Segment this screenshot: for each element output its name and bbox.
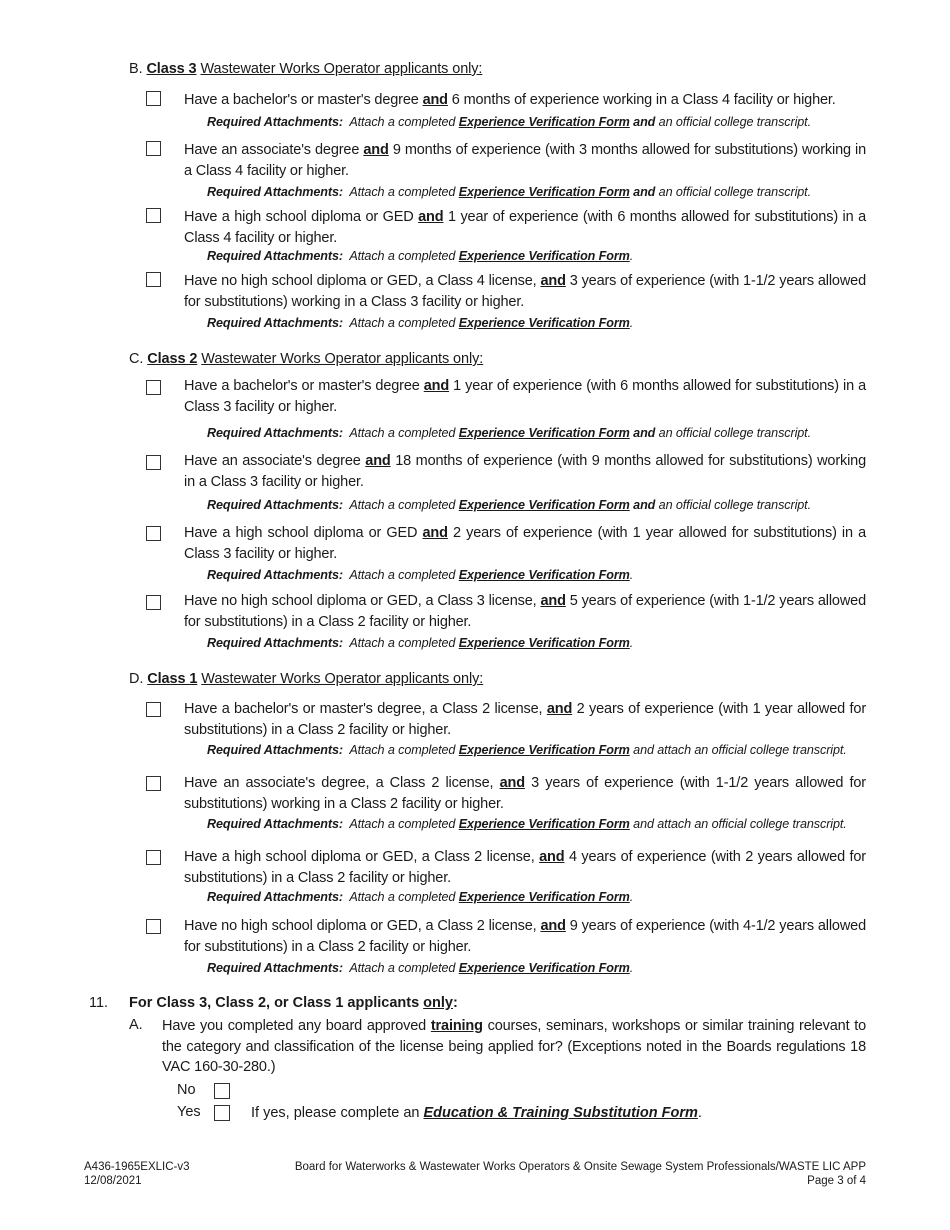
section-b-item-1-text: Have a bachelor's or master's degree and 6 months of experience working in a Class 4 facility or higher. xyxy=(184,92,836,108)
section-d-item-4-attachments: Required Attachments: Attach a completed Experience Verification Form. xyxy=(207,961,634,975)
section-d-suffix: Wastewater Works Operator applicants only: xyxy=(201,671,484,687)
section-c-prefix: C. xyxy=(129,351,144,367)
section-b-item-1-checkbox[interactable] xyxy=(146,91,161,106)
question-title: For Class 3, Class 2, or Class 1 applicants only: xyxy=(129,995,458,1011)
section-b-class: Class 3 xyxy=(146,61,197,77)
section-d-item-3-text: Have a high school diploma or GED, a Class 2 license, and 4 years of experience (with 2 years allowed for substitutions) in a Class 2 facility or higher. xyxy=(184,849,866,886)
section-b-item-4-text: Have no high school diploma or GED, a Class 4 license, and 3 years of experience (with 1-1/2 years allowed for substitutions) working in a Class 3 facility or higher. xyxy=(184,273,866,310)
section-c-item-4-attachments: Required Attachments: Attach a completed Experience Verification Form. xyxy=(207,636,634,650)
footer-left xyxy=(84,1160,189,1188)
section-d-item-2-checkbox[interactable] xyxy=(146,776,161,791)
option-yes-note: If yes, please complete an Education & Training Substitution Form. xyxy=(251,1105,702,1121)
section-c-item-1-checkbox[interactable] xyxy=(146,380,161,395)
section-c-item-4-checkbox[interactable] xyxy=(146,595,161,610)
section-c-item-4-text: Have no high school diploma or GED, a Class 3 license, and 5 years of experience (with 1-1/2 years allowed for substitutions) in a Class 2 facility or higher. xyxy=(184,593,866,630)
section-c-item-3-attachments: Required Attachments: Attach a completed Experience Verification Form. xyxy=(207,568,634,582)
question-sub-letter: A. xyxy=(129,1017,143,1033)
section-d-item-3-checkbox[interactable] xyxy=(146,850,161,865)
section-b-item-3-text: Have a high school diploma or GED and 1 year of experience (with 6 months allowed for substitutions) in a Class 4 facility or higher. xyxy=(184,209,866,246)
section-b-prefix: B. xyxy=(129,61,143,77)
section-d-item-1-attachments: Required Attachments: Attach a completed Experience Verification Form and attach an official college transcript. xyxy=(207,743,847,757)
section-c-item-2-text: Have an associate's degree and 18 months of experience (with 9 months allowed for substitutions) working in a Class 3 facility or higher. xyxy=(184,453,867,490)
footer-page: Page 3 of 4 xyxy=(807,1175,866,1187)
section-d-item-4-text: Have no high school diploma or GED, a Class 2 license, and 9 years of experience (with 4-1/2 years allowed for substitutions) in a Class 2 facility or higher. xyxy=(184,918,866,955)
section-d-heading xyxy=(129,671,483,687)
section-d-item-2-attachments: Required Attachments: Attach a completed Experience Verification Form and attach an official college transcript. xyxy=(207,817,847,831)
section-c-item-3-text: Have a high school diploma or GED and 2 years of experience (with 1 year allowed for substitutions) in a Class 3 facility or higher. xyxy=(184,525,866,562)
section-d-item-3-attachments: Required Attachments: Attach a completed Experience Verification Form. xyxy=(207,890,634,904)
section-b-item-3-checkbox[interactable] xyxy=(146,208,161,223)
section-b-heading xyxy=(129,61,482,77)
section-b-item-2-checkbox[interactable] xyxy=(146,141,161,156)
footer-right xyxy=(295,1160,866,1188)
section-c-item-2-checkbox[interactable] xyxy=(146,455,161,470)
footer-board: Board for Waterworks & Wastewater Works Operators & Onsite Sewage System Professionals/WASTE LIC APP xyxy=(294,1161,866,1173)
section-c-item-1-attachments: Required Attachments: Attach a completed Experience Verification Form and an official college transcript. xyxy=(207,426,811,440)
section-b-item-3-attachments: Required Attachments: Attach a completed Experience Verification Form. xyxy=(207,249,634,263)
section-c-heading xyxy=(129,351,483,367)
section-c-suffix: Wastewater Works Operator applicants only: xyxy=(201,351,484,367)
section-b-item-1-attachments: Required Attachments: Attach a completed Experience Verification Form and an official college transcript. xyxy=(207,115,811,129)
question-number: 11. xyxy=(89,995,109,1011)
option-no-label: No xyxy=(177,1082,196,1098)
section-b-item-2-text: Have an associate's degree and 9 months of experience (with 3 months allowed for substitutions) working in a Class 4 facility or higher. xyxy=(184,142,866,179)
footer-date: 12/08/2021 xyxy=(84,1175,142,1187)
section-c-item-1-text: Have a bachelor's or master's degree and 1 year of experience (with 6 months allowed for substitutions) in a Class 3 facility or higher. xyxy=(184,378,866,415)
section-b-item-4-attachments: Required Attachments: Attach a completed Experience Verification Form. xyxy=(207,316,634,330)
option-yes-checkbox[interactable] xyxy=(214,1105,230,1121)
section-d-item-1-text: Have a bachelor's or master's degree, a Class 2 license, and 2 years of experience (with 1 year allowed for substitutions) in a Class 2 facility or higher. xyxy=(184,701,866,738)
section-d-class: Class 1 xyxy=(147,671,198,687)
question-sub-text: Have you completed any board approved training courses, seminars, workshops or similar training relevant to the category and classification of the license being applied for? (Exceptions noted in the Boards regulations 18 VAC 160-30-280.) xyxy=(162,1018,867,1075)
section-c-item-2-attachments: Required Attachments: Attach a completed Experience Verification Form and an official college transcript. xyxy=(207,498,811,512)
section-d-item-4-checkbox[interactable] xyxy=(146,919,161,934)
option-no-checkbox[interactable] xyxy=(214,1083,230,1099)
section-b-item-4-checkbox[interactable] xyxy=(146,272,161,287)
section-b-item-2-attachments: Required Attachments: Attach a completed Experience Verification Form and an official college transcript. xyxy=(207,185,811,199)
section-d-prefix: D. xyxy=(129,671,144,687)
footer-form-code: A436-1965EXLIC-v3 xyxy=(84,1161,190,1173)
option-yes-label: Yes xyxy=(177,1104,201,1120)
section-b-suffix: Wastewater Works Operator applicants only: xyxy=(200,61,483,77)
section-d-item-1-checkbox[interactable] xyxy=(146,702,161,717)
section-c-class: Class 2 xyxy=(147,351,198,367)
section-c-item-3-checkbox[interactable] xyxy=(146,526,161,541)
section-d-item-2-text: Have an associate's degree, a Class 2 license, and 3 years of experience (with 1-1/2 years allowed for substitutions) working in a Class 2 facility or higher. xyxy=(184,775,866,812)
